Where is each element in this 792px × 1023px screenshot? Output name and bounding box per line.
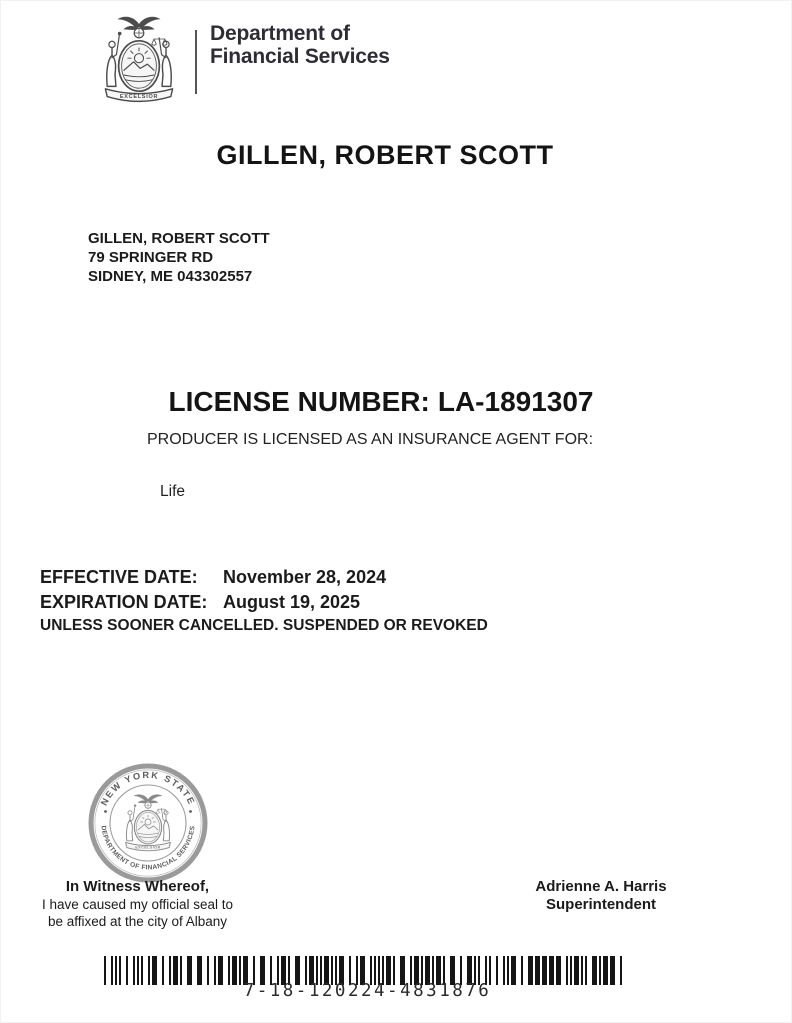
agency-name bbox=[210, 22, 390, 68]
seal-separator-dot bbox=[104, 810, 107, 813]
license-number-label: LICENSE NUMBER: bbox=[168, 386, 430, 417]
expiration-date-row bbox=[40, 590, 386, 615]
witness-line3: be affixed at the city of Albany bbox=[47, 913, 228, 929]
seal-bottom-text: DEPARTMENT OF FINANCIAL SERVICES bbox=[99, 825, 197, 872]
superintendent-name: Adrienne A. Harris bbox=[535, 878, 667, 895]
address-line: 79 SPRINGER RD bbox=[88, 249, 214, 266]
state-arms-icon bbox=[92, 12, 186, 108]
mailing-address bbox=[88, 229, 270, 286]
authority-statement: PRODUCER IS LICENSED AS AN INSURANCE AGENT FOR: bbox=[146, 431, 594, 448]
witness-statement bbox=[20, 878, 255, 930]
signature-block bbox=[481, 878, 721, 914]
witness-line2: I have caused my official seal to bbox=[41, 897, 234, 912]
license-number-heading bbox=[0, 386, 762, 418]
conditions-line: UNLESS SOONER CANCELLED. SUSPENDED OR REVOKED bbox=[40, 617, 488, 634]
logo-divider bbox=[195, 30, 197, 94]
address-line: SIDNEY, ME 043302557 bbox=[88, 268, 253, 285]
effective-date-label: EFFECTIVE DATE: bbox=[40, 567, 198, 587]
line-of-authority: Life bbox=[160, 483, 185, 500]
official-seal-icon bbox=[87, 762, 209, 884]
lines-of-authority bbox=[160, 481, 185, 503]
agency-name-line1: Department of bbox=[210, 22, 350, 45]
superintendent-title: Superintendent bbox=[545, 896, 656, 913]
seal-separator-dot bbox=[189, 810, 192, 813]
expiration-date-value: August 19, 2025 bbox=[223, 592, 361, 612]
address-line: GILLEN, ROBERT SCOTT bbox=[88, 230, 270, 247]
agency-name-line2: Financial Services bbox=[210, 45, 390, 68]
license-number-value: LA-1891307 bbox=[437, 386, 594, 417]
witness-line1: In Witness Whereof, bbox=[65, 878, 210, 895]
effective-date-value: November 28, 2024 bbox=[223, 567, 387, 587]
official-seal bbox=[87, 762, 209, 884]
seal-top-text: NEW YORK STATE bbox=[98, 769, 198, 808]
expiration-date-label: EXPIRATION DATE: bbox=[40, 592, 208, 612]
header bbox=[92, 12, 390, 108]
dates-block bbox=[40, 565, 386, 615]
barcode-value: 7-18-120224-4831876 bbox=[243, 981, 492, 1001]
licensee-name-title: GILLEN, ROBERT SCOTT bbox=[216, 140, 554, 170]
effective-date-row bbox=[40, 565, 386, 590]
